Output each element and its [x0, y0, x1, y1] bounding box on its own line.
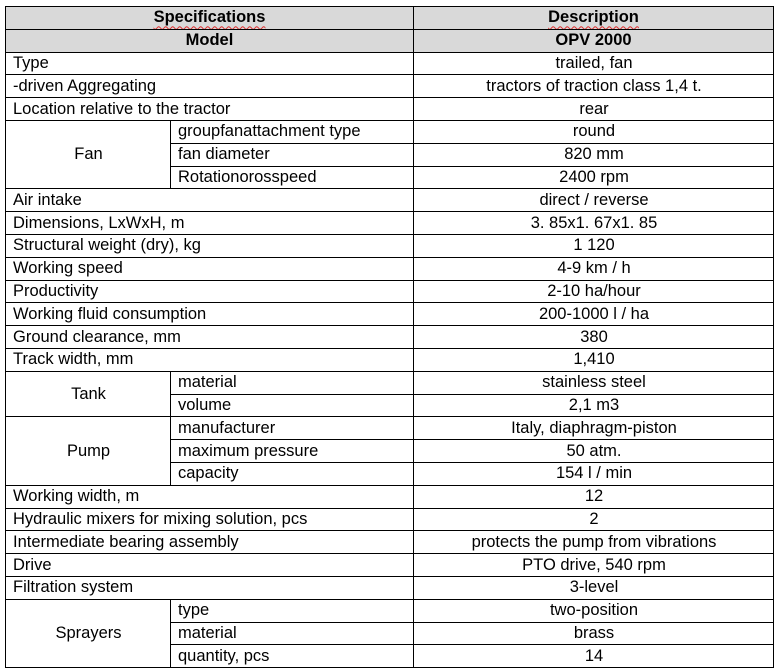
- table-row: [6, 189, 774, 212]
- table-row: [6, 52, 774, 75]
- spec-value: 50 atm.: [414, 440, 774, 463]
- spec-value: 200-1000 l / ha: [414, 303, 774, 326]
- sub-spec-label: material: [171, 622, 414, 645]
- group-label-sprayers: Sprayers: [6, 599, 171, 667]
- table-row: [6, 212, 774, 235]
- spec-value: round: [414, 120, 774, 143]
- spec-value: PTO drive, 540 rpm: [414, 554, 774, 577]
- group-label-fan: Fan: [6, 120, 171, 188]
- sub-spec-label: quantity, pcs: [171, 645, 414, 668]
- spec-label: Filtration system: [6, 576, 414, 599]
- spec-value: 2,1 m3: [414, 394, 774, 417]
- table-row: [6, 371, 774, 394]
- spec-label: Dimensions, LxWxH, m: [6, 212, 414, 235]
- sub-spec-label: material: [171, 371, 414, 394]
- spec-value: direct / reverse: [414, 189, 774, 212]
- spec-label: Location relative to the tractor: [6, 98, 414, 121]
- spec-value: 154 l / min: [414, 462, 774, 485]
- spec-value: 3. 85x1. 67x1. 85: [414, 212, 774, 235]
- table-row: [6, 120, 774, 143]
- spec-value: 2400 rpm: [414, 166, 774, 189]
- table-row: [6, 75, 774, 98]
- spec-label: Type: [6, 52, 414, 75]
- spec-label: Track width, mm: [6, 348, 414, 371]
- spec-value: stainless steel: [414, 371, 774, 394]
- spec-value: 12: [414, 485, 774, 508]
- spec-value: 4-9 km / h: [414, 257, 774, 280]
- table-row: [6, 417, 774, 440]
- sub-spec-label: Rotationorosspeed: [171, 166, 414, 189]
- spec-label: Intermediate bearing assembly: [6, 531, 414, 554]
- spec-label: -driven Aggregating: [6, 75, 414, 98]
- spec-label: Working width, m: [6, 485, 414, 508]
- table-row: [6, 554, 774, 577]
- sub-spec-label: manufacturer: [171, 417, 414, 440]
- spec-value: 2-10 ha/hour: [414, 280, 774, 303]
- spec-label: Hydraulic mixers for mixing solution, pcs: [6, 508, 414, 531]
- spec-value: tractors of traction class 1,4 t.: [414, 75, 774, 98]
- table-row: [6, 98, 774, 121]
- table-row: [6, 599, 774, 622]
- sub-spec-label: type: [171, 599, 414, 622]
- header-description: Description: [414, 7, 774, 30]
- sub-spec-label: volume: [171, 394, 414, 417]
- specifications-table: [5, 6, 774, 668]
- table-row: [6, 234, 774, 257]
- spec-value: rear: [414, 98, 774, 121]
- header-specifications: Specifications: [6, 7, 414, 30]
- spec-value: 3-level: [414, 576, 774, 599]
- table-row: [6, 531, 774, 554]
- spec-value: 1,410: [414, 348, 774, 371]
- model-row: [6, 29, 774, 52]
- sub-spec-label: capacity: [171, 462, 414, 485]
- sub-spec-label: groupfanattachment type: [171, 120, 414, 143]
- table-row: [6, 303, 774, 326]
- model-label: Model: [6, 29, 414, 52]
- group-label-tank: Tank: [6, 371, 171, 417]
- spec-value: protects the pump from vibrations: [414, 531, 774, 554]
- spec-value: trailed, fan: [414, 52, 774, 75]
- table-row: [6, 348, 774, 371]
- spec-value: 1 120: [414, 234, 774, 257]
- table-row: [6, 485, 774, 508]
- sub-spec-label: maximum pressure: [171, 440, 414, 463]
- spec-value: Italy, diaphragm-piston: [414, 417, 774, 440]
- table-row: [6, 257, 774, 280]
- table-row: [6, 576, 774, 599]
- sub-spec-label: fan diameter: [171, 143, 414, 166]
- spec-label: Drive: [6, 554, 414, 577]
- model-value: OPV 2000: [414, 29, 774, 52]
- spec-value: 820 mm: [414, 143, 774, 166]
- table-row: [6, 508, 774, 531]
- spec-value: brass: [414, 622, 774, 645]
- spec-value: 14: [414, 645, 774, 668]
- table-row: [6, 280, 774, 303]
- spec-value: 380: [414, 326, 774, 349]
- spec-value: two-position: [414, 599, 774, 622]
- header-row: [6, 7, 774, 30]
- spec-label: Working speed: [6, 257, 414, 280]
- spec-label: Air intake: [6, 189, 414, 212]
- spec-label: Ground clearance, mm: [6, 326, 414, 349]
- spec-value: 2: [414, 508, 774, 531]
- spec-label: Working fluid consumption: [6, 303, 414, 326]
- spec-label: Structural weight (dry), kg: [6, 234, 414, 257]
- group-label-pump: Pump: [6, 417, 171, 485]
- table-row: [6, 326, 774, 349]
- spec-label: Productivity: [6, 280, 414, 303]
